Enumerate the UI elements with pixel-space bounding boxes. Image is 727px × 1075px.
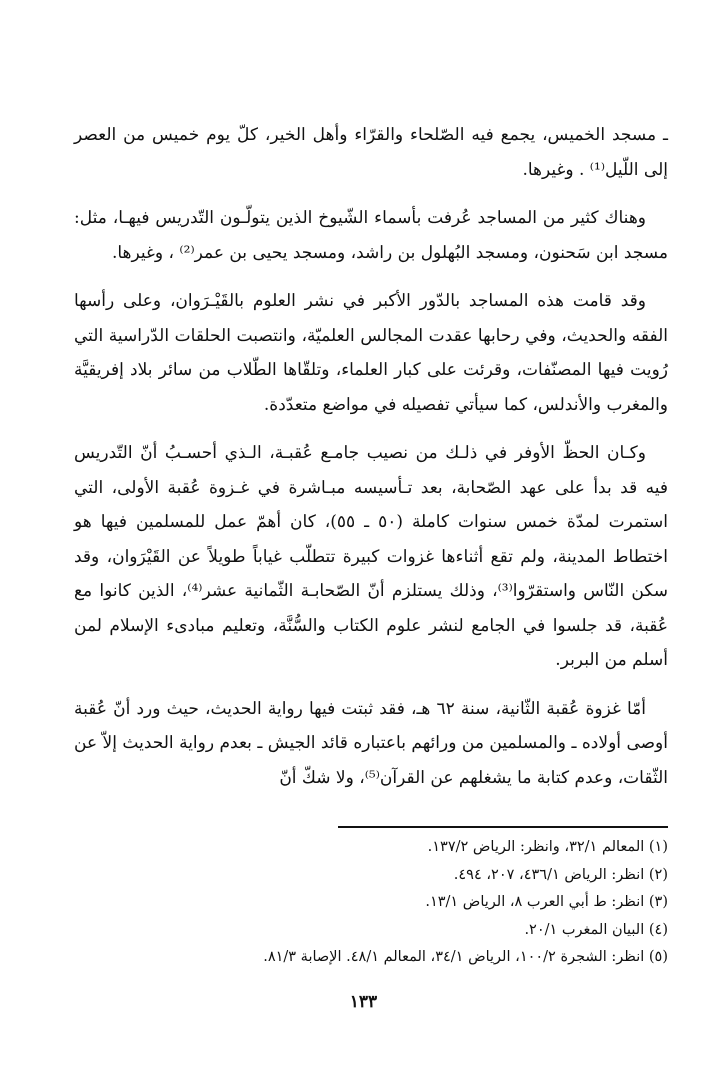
paragraph-sheikh-mosques: وهناك كثير من المساجد عُرفت بأسماء الشّيوخ الذين يتولّـون التّدريس فيهـا، مثل: مسجد ابن سَحنون، ومسجد البُهلول بن راشد، ومسجد يحيى بن عمر⁽²⁾ ، وغيرها. bbox=[74, 208, 668, 263]
footnote-4: (٤) البيان المغرب ٢٠/١. bbox=[524, 921, 668, 938]
paragraph-uqba-mosque: وكـان الحظّ الأوفر في ذلـك من نصيب جامـع عُقبـة، الـذي أحسـبُ أنّ التّدريس فيه قد بدأ على عهد الصّحابة، بعد تـأسيسه مبـاشرة في غـزوة عُقبة الأولى، التي استمرت لمدّة خمس سنوات كاملة (٥٠ ـ ٥٥)، كان أهمّ عمل للمسلمين فيها هو اختطاط المدينة، ولم تقع أثناءها غزوات كبيرة تتطلّب غياباً طويلاً عن القَيْرَوان، وقد سكن النّاس واستقرّوا⁽³⁾، وذلك يستلزم أنّ الصّحابـة الثّمانية عشر⁽⁴⁾، الذين كانوا مع عُقبة، قد جلسوا في الجامع لنشر علوم الكتاب والسُّنَّة، وتعليم مبادىء الإسلام لمن أسلم من البربر. bbox=[74, 443, 668, 670]
footnote-3: (٣) انظر: ط أبي العرب ٨، الرياض ١٣/١. bbox=[425, 894, 668, 910]
page-number: ١٣٣ bbox=[349, 992, 378, 1012]
footnote-2: (٢) انظر: الرياض ٤٣٦/١، ٢٠٧، ٤٩٤. bbox=[453, 866, 668, 883]
footnotes bbox=[74, 826, 668, 972]
footnote-5: (٥) انظر: الشجرة ١٠٠/٢، الرياض ٣٤/١، المعالم ٤٨/١. الإصابة ٨١/٣. bbox=[263, 949, 668, 965]
paragraph-second-campaign: أمّا غزوة عُقبة الثّانية، سنة ٦٢ هـ، فقد ثبتت فيها رواية الحديث، حيث ورد أنّ عُقبة أوصى أولاده ـ والمسلمين من ورائهم باعتباره قائد الجيش ـ بعدم رواية الحديث إلاّ عن الثّقات، وعدم كتابة ما يشغلهم عن القرآن⁽⁵⁾، ولا شكّ أنّ bbox=[74, 698, 668, 788]
footnote-1: (١) المعالم ٣٢/١، وانظر: الرياض ١٣٧/٢. bbox=[427, 839, 668, 855]
main-text bbox=[74, 118, 668, 795]
paragraph-mosques-role: وقد قامت هذه المساجد بالدّور الأكبر في نشر العلوم بالقَيْـرَوان، وعلى رأسها الفقه والحديث، وفي رحابها عقدت المجالس العلميّة، وانتصبت الحلقات الدّراسية التي رُويت فيها المصنّفات، وقرئت على كبار العلماء، وتلقّاها الطّلاب من سائر بلاد إفريقيَّة والمغرب والأندلس، كما سيأتي تفصيله في مواضع متعدّدة. bbox=[74, 291, 668, 415]
footnote-divider bbox=[338, 826, 668, 828]
paragraph-mosque-khamis: ـ مسجد الخميس، يجمع فيه الصّلحاء والقرّاء وأهل الخير، كلّ يوم خميس من العصر إلى اللّيل⁽¹⁾ . وغيرها. bbox=[74, 125, 668, 180]
